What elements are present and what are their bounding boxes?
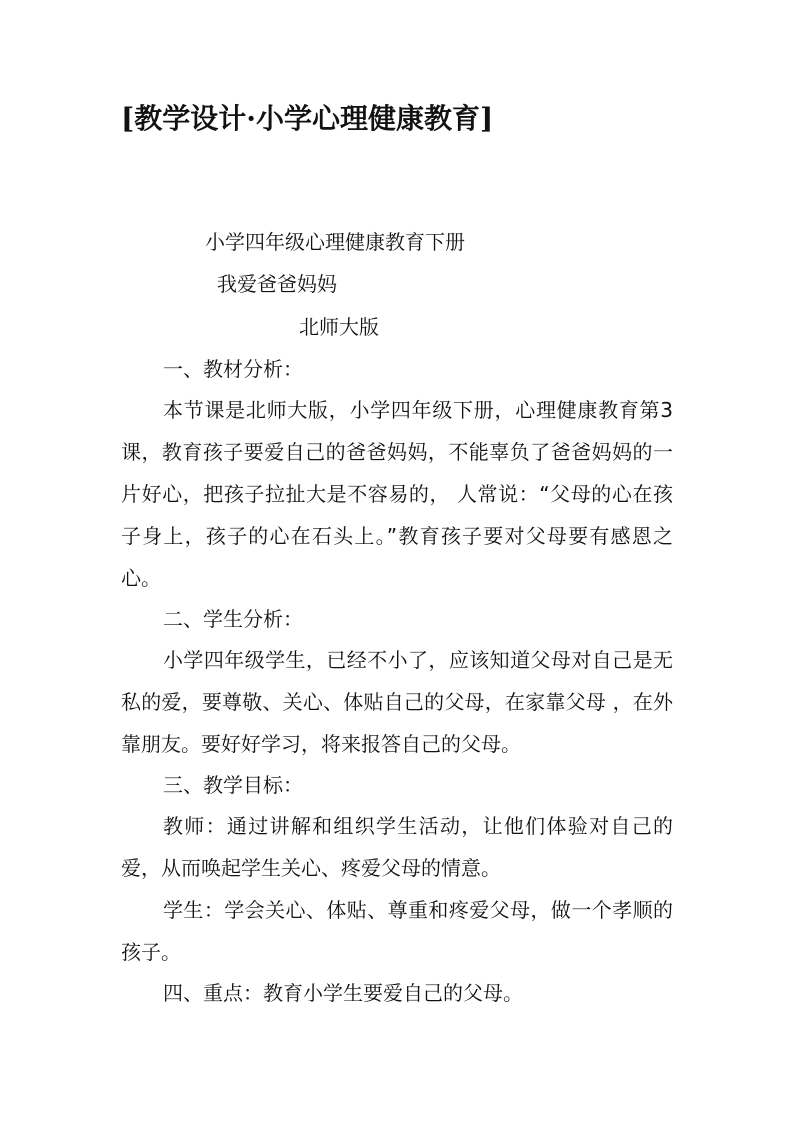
section-2-body: 小学四年级学生，已经不小了，应该知道父母对自己是无私的爱，要尊敬、关心、体贴自己的父母，在家靠父母 ，在外靠朋友。要好好学习，将来报答自己的父母。	[121, 648, 673, 756]
document-title: [教学设计·小学心理健康教育]	[121, 102, 494, 135]
lesson-title: 我爱爸爸妈妈	[217, 272, 337, 296]
course-subtitle: 小学四年级心理健康教育下册	[205, 230, 465, 254]
section-3-heading: 三、教学目标：	[163, 773, 303, 797]
edition-label: 北师大版	[299, 315, 379, 339]
section-2-heading: 二、学生分析：	[163, 607, 303, 631]
section-4-key-point: 四、重点：教育小学生要爱自己的父母。	[163, 981, 523, 1005]
section-1-body: 本节课是北师大版，小学四年级下册，心理健康教育第3课，教育孩子要爱自己的爸爸妈妈，不能辜负了爸爸妈妈的一片好心，把孩子拉扯大是不容易的， 人常说：“父母的心在孩子身上，孩子的心在石头上。”教育孩子要对父母要有感恩之心。	[121, 398, 673, 590]
section-1-heading: 一、教材分析：	[163, 357, 303, 381]
section-3-student-goal: 学生：学会关心、体贴、尊重和疼爱父母，做一个孝顺的孩子。	[121, 898, 673, 964]
section-3-teacher-goal: 教师：通过讲解和组织学生活动，让他们体验对自己的爱，从而唤起学生关心、疼爱父母的情意。	[121, 814, 673, 880]
